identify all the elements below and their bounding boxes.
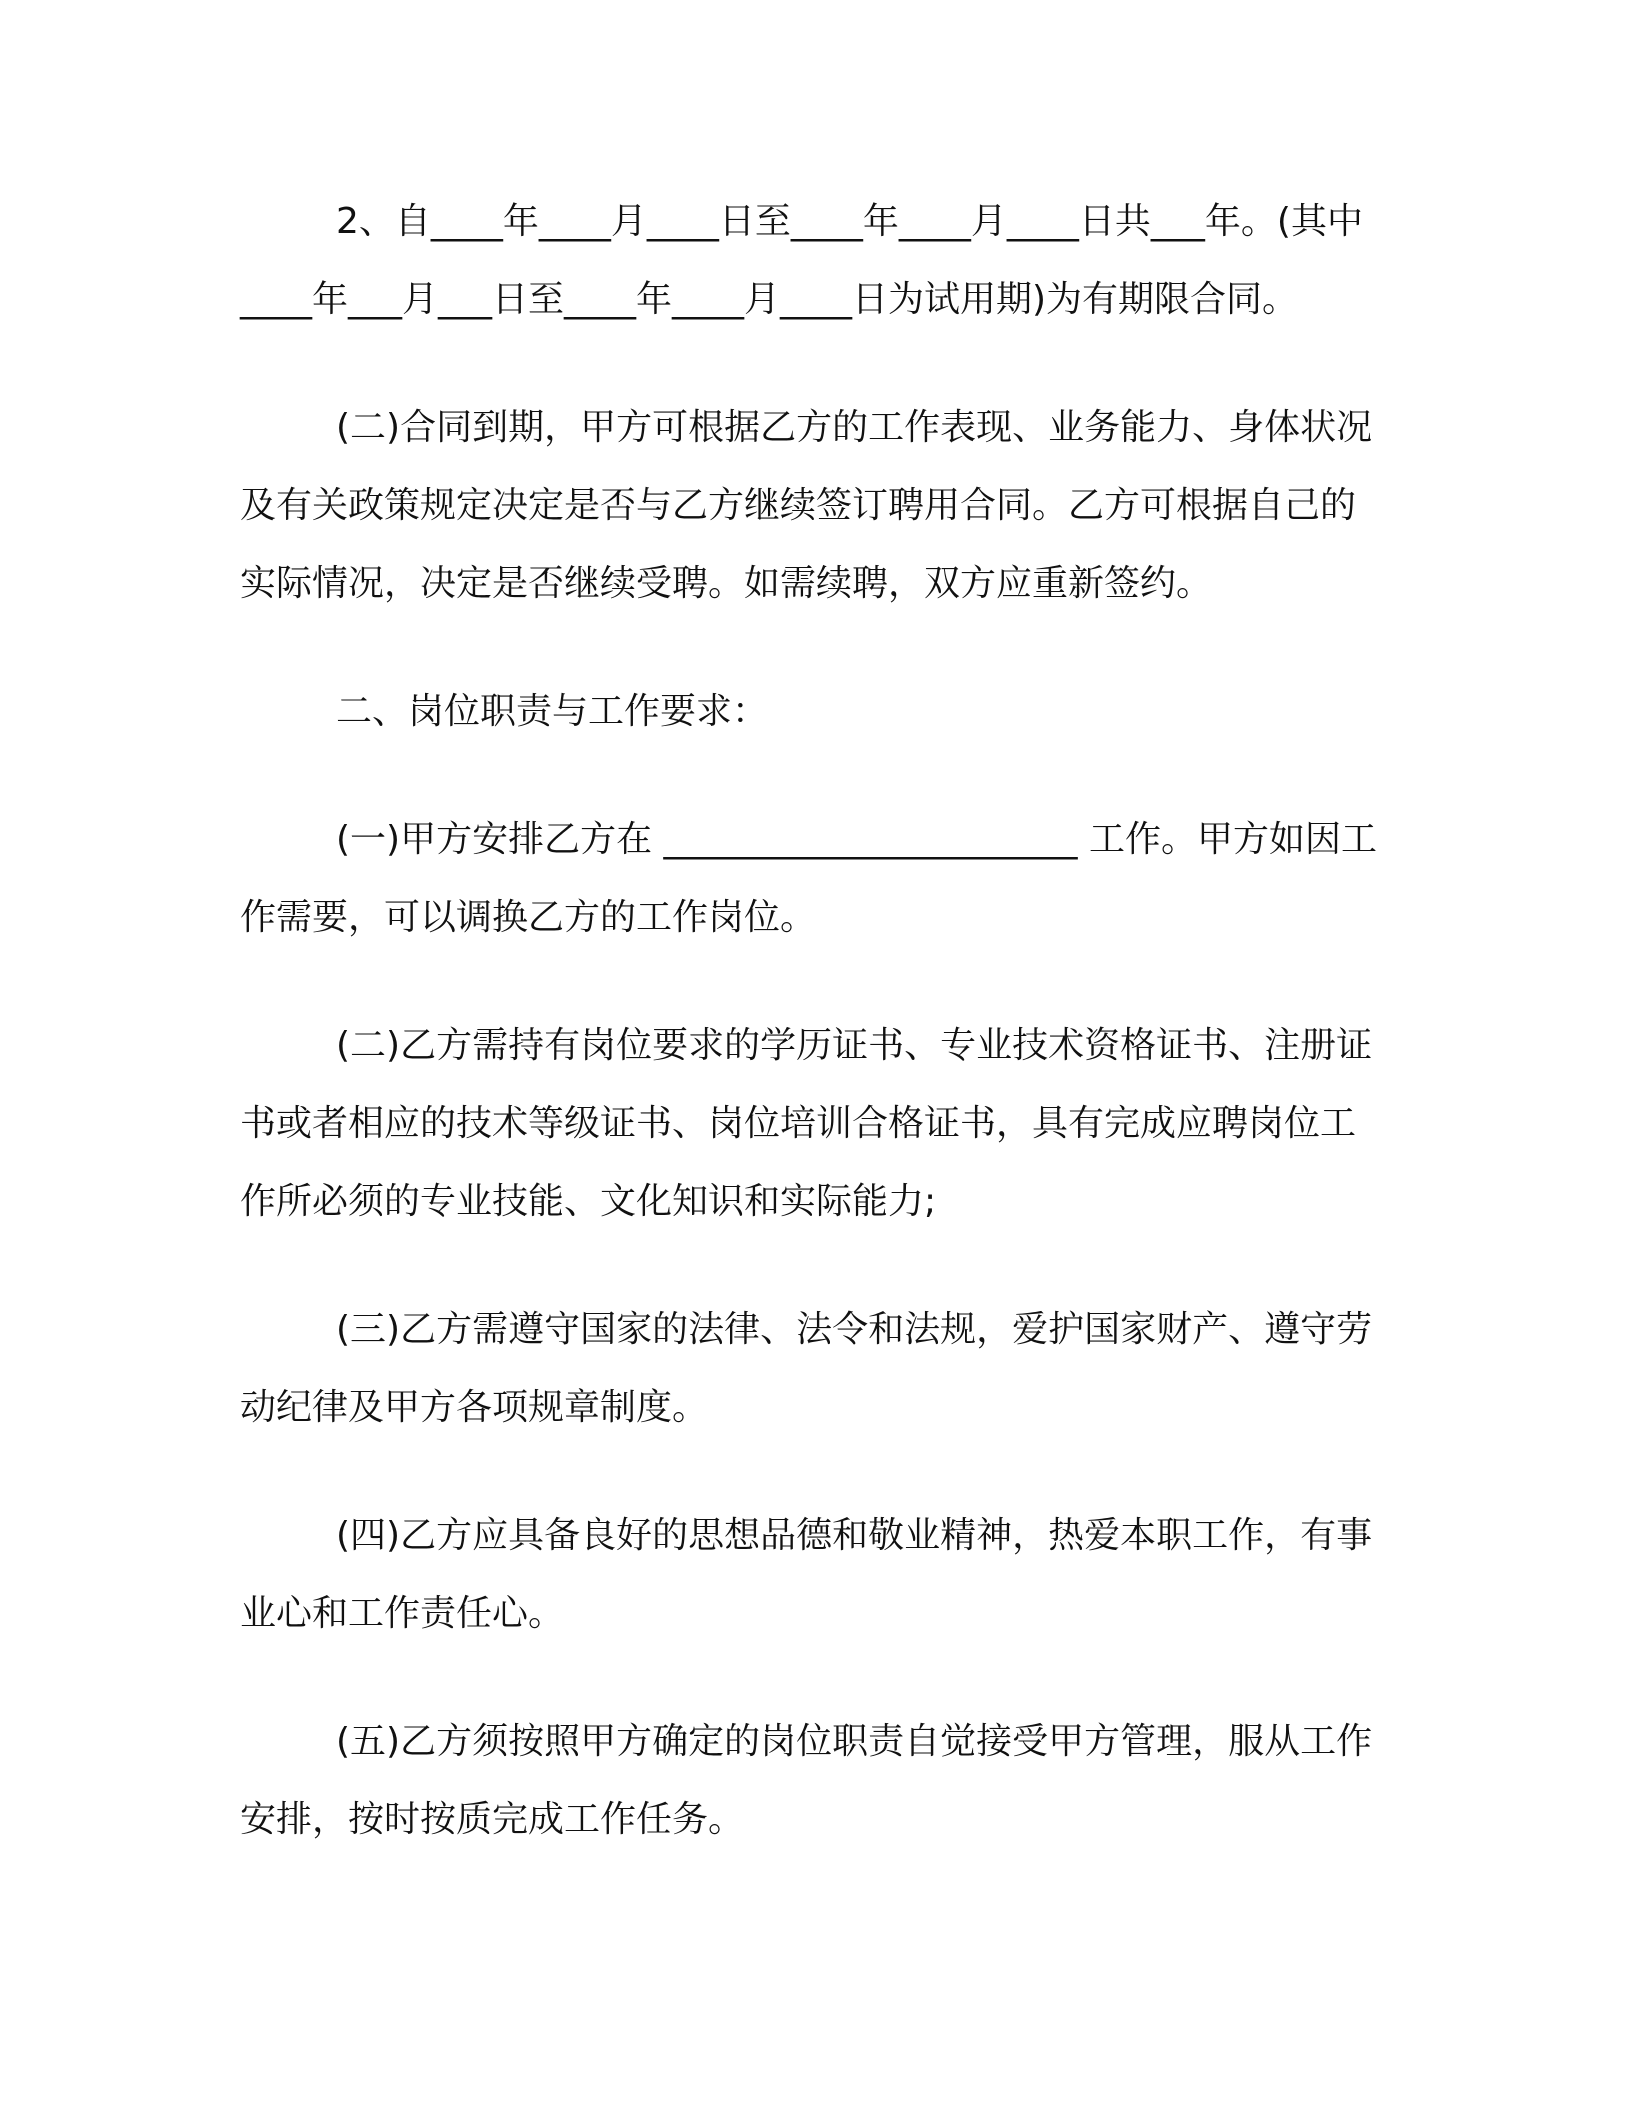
paragraph-contract-renewal: (二)合同到期，甲方可根据乙方的工作表现、业务能力、身体状况及有关政策规定决定是否与乙方继续签订聘用合同。乙方可根据自己的实际情况，决定是否继续受聘。如需续聘，双方应重新签约。: [240, 407, 1373, 604]
document-body: [240, 183, 1380, 1859]
section-heading-duties: 二、岗位职责与工作要求：: [336, 691, 769, 732]
paragraph-duty-1: (一)甲方安排乙方在 _______________________ 工作。甲方如因工作需要，可以调换乙方的工作岗位。: [240, 819, 1377, 938]
paragraph-duty-3: (三)乙方需遵守国家的法律、法令和法规，爱护国家财产、遵守劳动纪律及甲方各项规章制度。: [240, 1309, 1373, 1428]
paragraph-duty-2: (二)乙方需持有岗位要求的学历证书、专业技术资格证书、注册证书或者相应的技术等级证书、岗位培训合格证书，具有完成应聘岗位工作所必须的专业技能、文化知识和实际能力;: [240, 1025, 1373, 1222]
paragraph-duty-4: (四)乙方应具备良好的思想品德和敬业精神，热爱本职工作，有事业心和工作责任心。: [240, 1515, 1373, 1634]
paragraph-contract-term-dates: 2、自____年____月____日至____年____月____日共___年。(其中____年___月___日至____年____月____日为试用期)为有期限合同。: [240, 201, 1363, 320]
paragraph-duty-5: (五)乙方须按照甲方确定的岗位职责自觉接受甲方管理，服从工作安排，按时按质完成工作任务。: [240, 1721, 1373, 1840]
